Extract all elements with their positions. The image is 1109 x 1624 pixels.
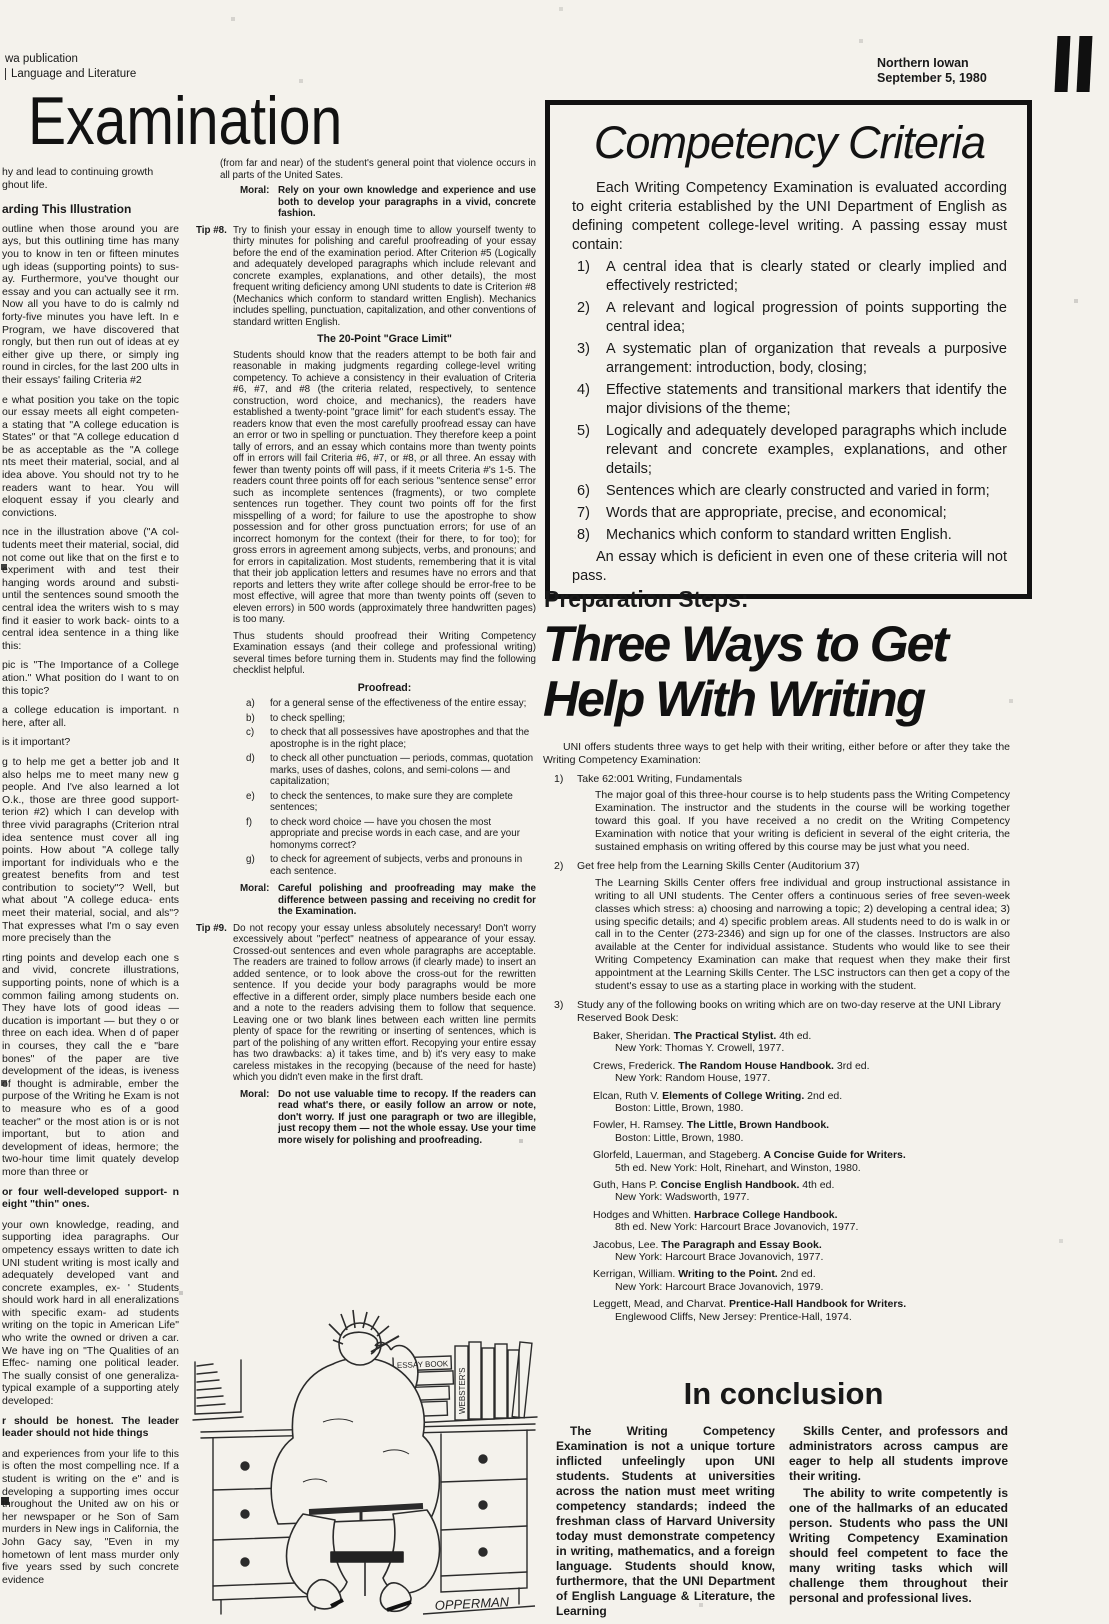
section-line: Language and Literature xyxy=(5,67,136,82)
moral-label: Moral: xyxy=(240,185,270,196)
criteria-item-text: A relevant and logical progression of points supporting the central idea; xyxy=(606,300,1007,335)
checklist-item-label: g) xyxy=(246,854,255,865)
criteria-item-number: 3) xyxy=(577,341,590,357)
masthead-right xyxy=(877,56,987,86)
book-entry xyxy=(577,1298,1013,1323)
book-entry xyxy=(577,1268,1013,1293)
book-title: The Practical Stylist. xyxy=(673,1029,777,1042)
cartoon-illustration xyxy=(183,1302,545,1619)
book-entry xyxy=(577,1090,1013,1115)
checklist-item xyxy=(246,791,536,814)
book-citation-line1 xyxy=(593,1209,1013,1221)
book-author: Glorfeld, Lauerman, and Stageberg. xyxy=(593,1149,764,1162)
book-entry xyxy=(577,1060,1013,1085)
criteria-item-number: 1) xyxy=(577,259,590,275)
cartoonist-signature: OPPERMAN xyxy=(434,1594,510,1613)
book-citation-line1 xyxy=(593,1268,1013,1280)
tip-8-label: Tip #8. xyxy=(196,224,227,236)
tip-8-block xyxy=(196,225,536,329)
conclusion-column-a xyxy=(556,1424,775,1621)
step-number: 1) xyxy=(554,772,564,785)
criteria-box-title: Competency Criteria xyxy=(593,117,986,168)
checklist-item xyxy=(246,753,536,788)
scan-speckles xyxy=(0,0,2,2)
issue-date: September 5, 1980 xyxy=(877,71,987,85)
book-title: The Little, Brown Handbook. xyxy=(686,1119,830,1132)
book-citation-line2: Boston: Little, Brown, 1980. xyxy=(615,1131,744,1144)
checklist-item-text: to check word choice — have you chosen the most appropriate and precise words in each case, and are your homonyms correct? xyxy=(270,816,520,851)
book-citation-line1 xyxy=(593,1090,1013,1102)
book-citation-line2: Boston: Little, Brown, 1980. xyxy=(615,1101,744,1114)
book-citation-line2: New York: Harcourt Brace Jovanovich, 1979. xyxy=(615,1280,824,1293)
book-citation-line1 xyxy=(593,1149,1013,1161)
book-title: A Concise Guide for Writers. xyxy=(763,1149,906,1162)
book-author: Leggett, Mead, and Charvat. xyxy=(593,1298,730,1311)
criteria-item-text: Logically and adequately developed paragraphs which include relevant and concrete examples, explanations, and other details; xyxy=(606,423,1007,477)
column1-paragraph: and experiences from your life to this is often the most compelling nce. If a student is writing on the e" and is developing a supporting imes occur throughout the United aw on his or her newspaper or he Son of Sam murders in New ings in California, the John Gacy say, "Even in my hometown of lent mass murder only five years ssed by such concrete evidence xyxy=(2,1447,179,1586)
checklist-item-label: e) xyxy=(246,790,255,802)
preparation-title-line: Help With Writing xyxy=(543,671,925,727)
book-edition: 3rd ed. xyxy=(833,1059,870,1072)
checklist-item-label: c) xyxy=(246,727,255,738)
criteria-item-text: Words that are appropriate, precise, and economical; xyxy=(606,505,947,521)
book-author: Elcan, Ruth V. xyxy=(593,1089,663,1102)
column1-paragraph: rting points and develop each one s and vivid, concrete illustrations, supporting points, none of which is a common failing among students on. They have lots of good ideas — ducation is important — but they o or three on each idea. When d of paper in courses, they call the e "bare bones" of the paper are tive development of the ideas, is iveness of thought is admirable, ember the purpose of the Writing he Exam is not to measure who es of a good teacher" or the most ation is or is not important, but to ation and development of ideas, hermore; the two-hour time limit quately develop more than three or xyxy=(2,951,179,1178)
checklist-item xyxy=(246,727,536,750)
book-citation-line1 xyxy=(593,1179,1013,1191)
masthead-left xyxy=(5,52,136,82)
book-author: Jacobus, Lee. xyxy=(593,1238,662,1251)
step-3 xyxy=(543,999,1013,1323)
checklist-item xyxy=(246,817,536,852)
criteria-item-number: 6) xyxy=(577,483,590,499)
checklist-item-text: to check spelling; xyxy=(270,712,346,724)
preparation-kicker: Preparation Steps: xyxy=(544,586,749,612)
book-edition: 2nd ed. xyxy=(777,1268,816,1281)
book-citation-line2: New York: Wadsworth, 1977. xyxy=(615,1191,750,1204)
checklist-item xyxy=(246,698,536,710)
criteria-item-number: 5) xyxy=(577,423,590,439)
book-citation-line2: New York: Thomas Y. Crowell, 1977. xyxy=(615,1042,785,1055)
column1-paragraph: nce in the illustration above ("A col- tudents meet their material, social, did not come out like that on the first e to experiment with and test their hanging words around and substi- until the sentences sound smooth the central idea the writers wish to s may find it easier to work back- oints to a central idea sentence in a thing like this: xyxy=(2,526,179,652)
criteria-item xyxy=(572,422,1007,479)
criteria-item xyxy=(572,299,1007,337)
book-author: Baker, Sheridan. xyxy=(593,1029,674,1042)
checklist-item-label: d) xyxy=(246,753,255,764)
step-heading: Get free help from the Learning Skills Center (Auditorium 37) xyxy=(577,860,860,873)
step-heading: Take 62:001 Writing, Fundamentals xyxy=(577,772,742,785)
column1-paragraph: pic is "The Importance of a College ation." What position do I want to on this topic? xyxy=(2,659,179,697)
step-number: 2) xyxy=(554,860,564,873)
book-title: Writing to the Point. xyxy=(678,1268,778,1281)
criteria-item xyxy=(572,526,1007,545)
book-title: Harbrace College Handbook. xyxy=(693,1208,838,1221)
book-title: Prentice-Hall Handbook for Writers. xyxy=(729,1298,907,1311)
checklist-item-label: b) xyxy=(246,712,255,724)
book-citation-line1 xyxy=(593,1298,1013,1310)
book-title: The Random House Handbook. xyxy=(678,1059,834,1072)
criteria-item xyxy=(572,340,1007,378)
book-citation-line1 xyxy=(593,1119,1013,1131)
book-title: The Paragraph and Essay Book. xyxy=(661,1238,822,1251)
book-entry xyxy=(577,1179,1013,1204)
column-1 xyxy=(0,166,179,1593)
book-citation-line2: Englewood Cliffs, New Jersey: Prentice-Hall, 1974. xyxy=(615,1310,852,1323)
publication-line: wa publication xyxy=(5,53,78,65)
tip-9-block xyxy=(196,923,536,1084)
step-1 xyxy=(543,773,1013,854)
conclusion-column-b xyxy=(789,1424,1008,1621)
lead-line: ghout life. xyxy=(2,178,48,191)
preparation-title xyxy=(543,617,1013,727)
checklist-item-label: a) xyxy=(246,698,255,709)
moral-block xyxy=(240,185,536,220)
book-edition: 2nd ed. xyxy=(804,1089,843,1102)
book-citation-line1 xyxy=(593,1060,1013,1072)
book-author: Crews, Frederick. xyxy=(593,1059,679,1072)
checklist-item-text: to check for agreement of subjects, verbs and pronouns in each sentence. xyxy=(270,854,523,877)
column1-paragraph: e what position you take on the topic our essay meets all eight competen- a stating that "A college education is States" or that "A college education d be as acceptable as the "A college nts meet their material, social, and al idea above. You should not try to he readers want to hear. You will eloquent essay if you clearly and convictions. xyxy=(2,393,179,519)
checklist-item-text: to check all other punctuation — periods, commas, quotation marks, uses of dashes, colons, and semi-colons — and capitalization; xyxy=(270,753,534,787)
book-title: Elements of College Writing. xyxy=(662,1089,805,1102)
column1-heading: arding This Illustration xyxy=(2,202,132,217)
book-author: Fowler, H. Ramsey. xyxy=(593,1119,687,1132)
criteria-item-number: 2) xyxy=(577,300,590,316)
step-heading: Study any of the following books on writing which are on two-day reserve at the UNI Library Reserved Book Desk: xyxy=(577,999,1001,1025)
column-2 xyxy=(196,158,536,1151)
checklist-item-text: for a general sense of the effectiveness of the entire essay; xyxy=(270,698,527,709)
book-author: Hodges and Whitten. xyxy=(593,1208,694,1221)
criteria-item xyxy=(572,482,1007,501)
tip-9-label: Tip #9. xyxy=(196,922,227,934)
step-body: The major goal of this three-hour course is to help students pass the Writing Competency Examination. The instructor and the students in the course will be working together toward this goal. If you have received a no credit on the Writing Competency Examination with notice that your writing is deficient in several of the eight criteria, the sustained emphasis on writing offered by this course may be just what you need. xyxy=(595,789,1010,853)
moral-label: Moral: xyxy=(240,1088,270,1100)
criteria-item-text: Sentences which are clearly constructed and varied in form; xyxy=(606,483,990,499)
moral-text: Careful polishing and proofreading may make the difference between passing and receiving no credit for the Examination. xyxy=(278,883,536,917)
column1-paragraph: your own knowledge, reading, and supporting idea paragraphs. Our ompetency essays written to date ich UNI student writing is most ically and adequately developed vant and concrete examples, ex- ' Students should work hard in all eneralizations with specific exam- ad students writing on the topic in American Life" who write the owned or driven a car. We have ing on "The Qualities of an Effec- naming one political leader. The sually consist of one generaliza- typical example of a supporting ately developed: xyxy=(2,1218,179,1408)
book-citation-line1 xyxy=(593,1030,1013,1042)
step-2 xyxy=(543,860,1013,992)
criteria-item-text: A central idea that is clearly stated or clearly implied and effectively restricted; xyxy=(606,259,1007,294)
page-title: Examination xyxy=(28,83,343,159)
conclusion-paragraph: The Writing Competency Examination is not a unique torture inflicted unfeelingly upon UNI students. Students at universities across the nation must meet writing competency standards; indeed the freshman class of Harvard University today must demonstrate competency in writing, mathematics, and a foreign language. Students should know, furthermore, that the UNI Department of English Language & Literature, the Learning xyxy=(556,1424,775,1618)
book-entry xyxy=(577,1209,1013,1234)
criteria-item-text: Effective statements and transitional markers that identify the major divisions of the theme; xyxy=(606,382,1007,417)
criteria-list xyxy=(572,258,1007,545)
cartoon-drawing xyxy=(183,1302,545,1619)
column1-callout: r should be honest. The leader leader should not hide things xyxy=(2,1414,179,1440)
books-list xyxy=(577,1030,1013,1323)
book-citation-line2: New York: Random House, 1977. xyxy=(615,1072,771,1085)
paper-name: Northern Iowan xyxy=(877,56,969,70)
step-body: The Learning Skills Center offers free individual and group instructional assistance in writing to all UNI students. The Center offers a continuous series of free seven-week classes which stress: a) choosing and narrowing a topic; 2) developing a central idea; 3) using specific details; and 4) specific problem areas. All students need to do is walk in or call in to the Center (273-2346) and sign up for one of the classes. Instructors are also available at the Center for individual assistance. Students who would like to see their Writing Competency Examination can make that request when they make their first appointment at the Learning Skills Center. The LSC instructors can then get a copy of the student's essay to use as a starting place in working with the student. xyxy=(595,877,1010,992)
page-number-bar xyxy=(1077,36,1093,92)
page-number-mark xyxy=(1056,36,1106,94)
conclusion-paragraph: The ability to write competently is one of the hallmarks of an educated person. Students who pass the UNI Writing Competency Examination should feel competent to face the many writing tasks which will challenge them throughout their personal and professional lives. xyxy=(789,1486,1008,1605)
checklist-item-label: f) xyxy=(246,816,252,828)
book-spine-label: ESSAY BOOK xyxy=(396,1359,449,1370)
grace-paragraph: Thus students should proofread their Writing Competency Examination essays (and their college and professional writing) several times before turning them in. Students may find the following checklist helpful. xyxy=(233,630,536,676)
proofread-subhead: Proofread: xyxy=(357,681,412,694)
checklist-item xyxy=(246,713,536,725)
grace-paragraph: Students should know that the readers attempt to be both fair and reasonable in making judgments regarding college-level writing competency. To achieve a consistency in their evaluation of Criteria #6, #7, and #8 (the criteria related, respectively, to sentence construction, word choice, and mechanics), the readers have established a twenty-point "grace limit" for each student's essay. The readers know that even the most carefully proofread essay can have an error or two in spelling or punctuation. They therefore keep a point tally of errors, and an essay which contains more than twenty points off in errors will fail Criteria #6, #7, or #8, or all three. An essay with fewer than twenty points off will pass, if it meets Criteria #'s 1-5. The readers count three points off for each serious "sentence sense" error such as incomplete sentences (fragments), or two complete sentences run together. They count two points off for the first misspelling of a word; for failure to use the apostrophe to show possession and for other gross punctuation errors; for use of an incorrect homonym for the context (their for there, to for too); for gross errors in agreement among subjects, verbs, and pronouns; and for errors in capitalization. Most students, remembering that it is vital that their job application letters and resumes have no errors and that reports and letters they write after college should be error-free to be most effective, will agree that more than twenty points off (seven to eleven errors) in 500 words (approximately three handwritten pages) is too many. xyxy=(233,349,536,625)
preparation-title-line: Three Ways to Get xyxy=(543,616,948,672)
moral-block xyxy=(240,883,536,918)
criteria-item-number: 4) xyxy=(577,382,590,398)
conclusion-columns xyxy=(556,1424,1011,1621)
book-entry xyxy=(577,1149,1013,1174)
checklist-item-text: to check that all possessives have apostrophes and that the apostrophe is in the right place; xyxy=(270,727,530,750)
criteria-item-number: 7) xyxy=(577,505,590,521)
column1-lead xyxy=(2,166,179,191)
book-citation-line2: 5th ed. New York: Holt, Rinehart, and Winston, 1980. xyxy=(615,1161,861,1174)
criteria-item-text: Mechanics which conform to standard written English. xyxy=(606,527,952,543)
criteria-item-number: 8) xyxy=(577,527,590,543)
column1-paragraph: outline when those around you are ays, but this outlining time has many you to know in ten or fifteen minutes ugh ideas (supporting points) to sus- ay. Furthermore, you've thought our essay and you can actually see it rm. Now all you have to do is calmly nd forty-five minutes you have left. In e Program, we have discovered that rongly, but then run out of ideas at ey either give up there, or simply ing round in circles, for the last 200 ults in their essays' failing Criteria #2 xyxy=(2,222,179,386)
step-number: 3) xyxy=(554,999,564,1012)
book-citation-line2: New York: Harcourt Brace Jovanovich, 1977. xyxy=(615,1251,824,1264)
criteria-item xyxy=(572,258,1007,296)
book-edition: 4th ed. xyxy=(799,1179,835,1191)
moral-block xyxy=(240,1089,536,1147)
preparation-section xyxy=(543,586,1013,1330)
moral-text: Do not use valuable time to recopy. If the readers can read what's there, or easily follow an arrow or note, don't worry. If just one paragraph or two are illegible, just recopy them — not the whole essay. Use your time more wisely for polishing and proofreading. xyxy=(278,1088,536,1146)
column1-paragraphs xyxy=(2,223,179,1179)
criteria-item xyxy=(572,381,1007,419)
column2-lead: (from far and near) of the student's general point that violence occurs in all parts of the United Sates. xyxy=(220,158,536,181)
checklist-item-text: to check the sentences, to make sure they are complete sentences; xyxy=(270,790,513,813)
book-entry xyxy=(577,1119,1013,1144)
book-citation-line1 xyxy=(593,1239,1013,1251)
column1-paragraph: a college education is important. n here, after all. xyxy=(2,704,179,729)
book-author: Kerrigan, William. xyxy=(593,1268,679,1281)
conclusion-paragraph: Skills Center, and professors and administrators across campus are eager to help all students improve their writing. xyxy=(789,1424,1008,1483)
conclusion-section xyxy=(556,1376,1011,1621)
column1-paragraph: g to help me get a better job and It also helps me to meet many new g people. And I've also learned a lot O.k., those are three good support- terion #2) which I can develop with three vivid paragraphs (Criterion ntral idea sentence must cover all ing points. How about "A college tally important for individuals who e the greatest benefits from and test contribution to society"? Well, but what about "A college educa- ents meet their material, social, and als"? That expresses what I'm o say even more precisely than the xyxy=(2,755,179,945)
moral-text: Rely on your own knowledge and experience and use both to develop your paragraphs in a vivid, concrete fashion. xyxy=(278,185,536,219)
book-citation-line2: 8th ed. New York: Harcourt Brace Jovanovich, 1977. xyxy=(615,1221,859,1234)
grace-limit-subhead: The 20-Point "Grace Limit" xyxy=(317,333,452,345)
criteria-box-intro: Each Writing Competency Examination is evaluated according to eight criteria established by the UNI Department of English as defining competent college-level writing. A passing essay must contain: xyxy=(572,180,1007,253)
column1-paragraph: is it important? xyxy=(2,736,71,749)
page-number-bar xyxy=(1055,36,1071,92)
criteria-item-text: A systematic plan of organization that reveals a purposive arrangement: introduction, body, closing; xyxy=(606,341,1007,376)
tip-9-text: Do not recopy your essay unless absolutely necessary! Don't worry excessively about "perfect" neatness of appearance of your essay. Crossed-out sentences and even whole paragraphs are acceptable. The readers are trained to follow arrows (if clearly made) to insert an added sentence, or to look above the cross-out for the rewritten sentence. If you decide your body paragraphs would be more effective in a different order, simply place numbers beside each one and a note to the readers advising them to follow that sequence. Leaving one or two blank lines between each written line permits plenty of space for the rewriting or inserting of sentences, which is part of the polishing of any written effort. Recopying your entire essay has two drawbacks: a) it takes time, and b) it's very easy to make careless mistakes in the recopying (because of the need for haste) which you didn't even make in the first draft. xyxy=(233,922,536,1083)
column1-callout: or four well-developed support- n eight "thin" ones. xyxy=(2,1185,179,1211)
conclusion-title: In conclusion xyxy=(683,1376,884,1411)
criteria-item xyxy=(572,504,1007,523)
competency-criteria-box xyxy=(545,100,1032,599)
book-entry xyxy=(577,1239,1013,1264)
book-author: Guth, Hans P. xyxy=(593,1179,661,1191)
tip-8-text: Try to finish your essay in enough time to allow yourself twenty to thirty minutes for polishing and careful proofreading of your essay before the end of the examination period. After Criterion #5 (Logically and adequately developed paragraphs which include relevant and concrete examples, explanations, and other details), the most frequent writing deficiency among UNI students to date is Criterion #8 (Mechanics which conform to standard written English). Mechanics includes spelling, punctuation, capitalization, and other conventions of standard written English. xyxy=(233,224,536,328)
book-title: Concise English Handbook. xyxy=(660,1179,800,1191)
checklist-item xyxy=(246,854,536,877)
lead-line: hy and lead to continuing growth xyxy=(2,166,154,178)
criteria-box-outro: An essay which is deficient in even one of these criteria will not pass. xyxy=(572,549,1007,584)
book-edition: 4th ed. xyxy=(776,1029,812,1042)
moral-label: Moral: xyxy=(240,883,270,894)
book-entry xyxy=(577,1030,1013,1055)
book-spine-label: WEBSTER'S xyxy=(458,1367,467,1414)
preparation-intro: UNI offers students three ways to get help with their writing, either before or after they take the Writing Competency Examination: xyxy=(543,741,1010,766)
proofread-checklist xyxy=(196,698,536,877)
